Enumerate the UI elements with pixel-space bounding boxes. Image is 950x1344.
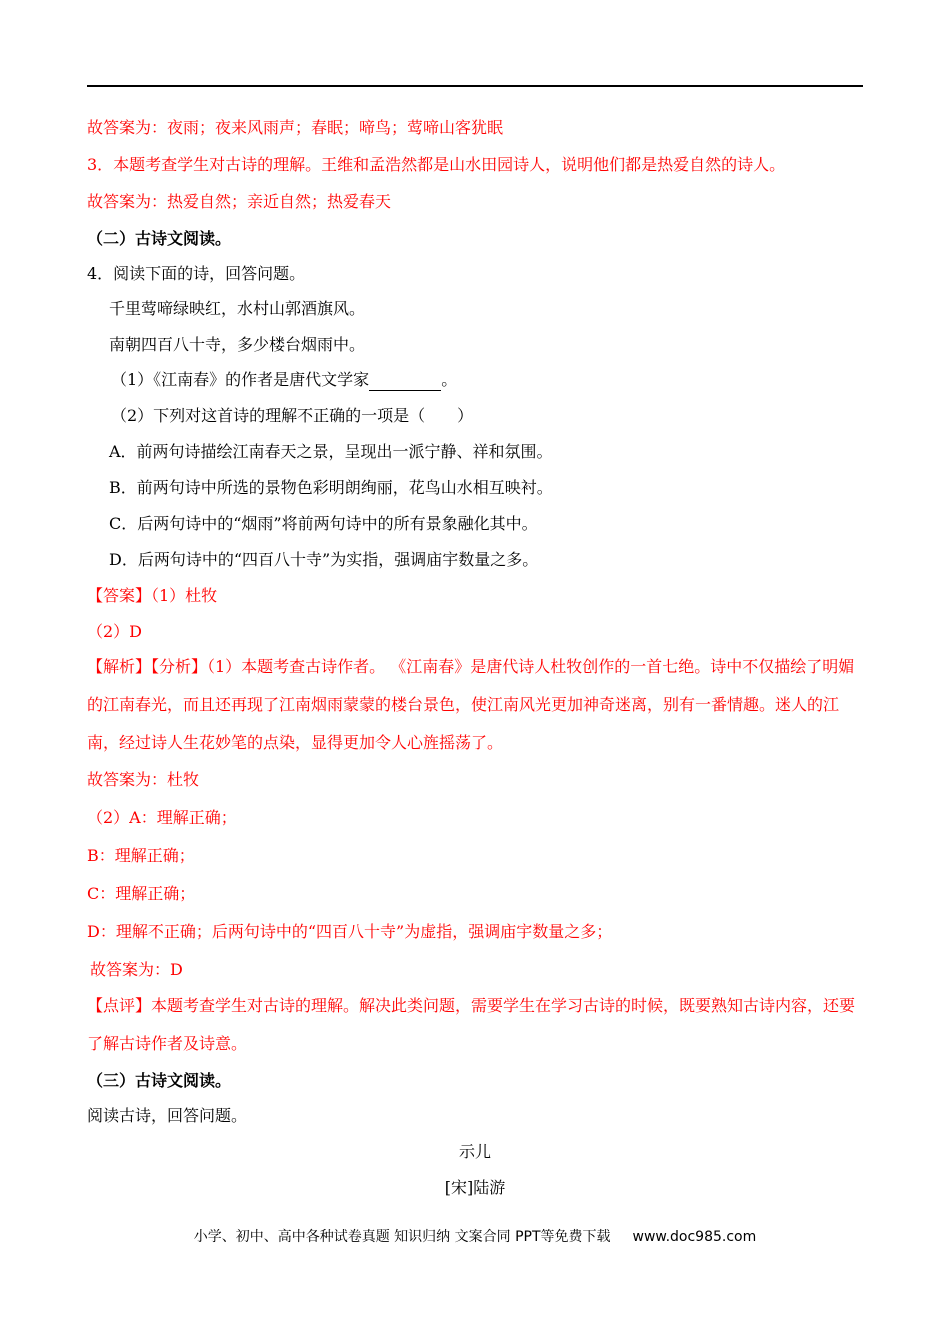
answer-author: 故答案为：杜牧 (87, 770, 200, 789)
answer-blank[interactable] (369, 374, 441, 391)
question-4: 4．阅读下面的诗，回答问题。 (87, 264, 306, 283)
answer-2: （2）D (87, 622, 143, 641)
answer-line-3: 故答案为：热爱自然；亲近自然；热爱春天 (87, 192, 392, 211)
footer-text: 小学、初中、高中各种试卷真题 知识归纳 文案合同 PPT等免费下载 (193, 1229, 611, 1245)
header-rule (87, 85, 863, 87)
section-heading-3: （三）古诗文阅读。 (87, 1071, 232, 1090)
answer-line-2: 3．本题考查学生对古诗的理解。王维和孟浩然都是山水田园诗人，说明他们都是热爱自然的诗人。 (87, 155, 786, 174)
comment-paragraph: 【点评】本题考查学生对古诗的理解。解决此类问题，需要学生在学习古诗的时候，既要熟知古诗内容，还要了解古诗作者及诗意。 (87, 996, 856, 1053)
analysis-option-a: （2）A：理解正确； (87, 808, 237, 827)
poem-title: 示儿 (458, 1142, 491, 1161)
analysis-option-c: C：理解正确； (87, 884, 196, 903)
analysis-option-b: B：理解正确； (87, 846, 195, 865)
answer-choice: 故答案为：D (90, 960, 183, 979)
answer-1: 【答案】（1）杜牧 (87, 586, 218, 605)
poem-author: [宋]陆游 (444, 1178, 506, 1197)
section-heading-2: （二）古诗文阅读。 (87, 229, 232, 248)
sub-question-1-text: （1）《江南春》的作者是唐代文学家 (111, 370, 370, 389)
sub-question-1 (111, 369, 457, 391)
analysis-option-d: D：理解不正确；后两句诗中的“四百八十寺”为虚指，强调庙宇数量之多； (87, 922, 613, 941)
sub-question-2: （2）下列对这首诗的理解不正确的一项是（ ） (111, 406, 474, 425)
footer-link[interactable]: www.doc985.com (632, 1229, 757, 1245)
option-a: A．前两句诗描绘江南春天之景，呈现出一派宁静、祥和氛围。 (109, 442, 553, 461)
option-d: D．后两句诗中的“四百八十寺”为实指，强调庙宇数量之多。 (109, 550, 539, 569)
option-b: B．前两句诗中所选的景物色彩明朗绚丽，花鸟山水相互映衬。 (109, 478, 553, 497)
reading-instruction: 阅读古诗，回答问题。 (87, 1106, 248, 1125)
poem-line-1: 千里莺啼绿映红，水村山郭酒旗风。 (109, 299, 366, 318)
poem-line-2: 南朝四百八十寺，多少楼台烟雨中。 (109, 335, 366, 354)
analysis-paragraph: 【解析】【分析】（1）本题考查古诗作者。 《江南春》是唐代诗人杜牧创作的一首七绝。诗中不仅描绘了明媚的江南春光，而且还再现了江南烟雨蒙蒙的楼台景色，使江南风光更加神奇迷离，别有一番情趣。迷人的江南，经过诗人生花妙笔的点染，显得更加令人心旌摇荡了。 (87, 657, 855, 752)
answer-line-1: 故答案为：夜雨；夜来风雨声；春眠；啼鸟；莺啼山客犹眠 (87, 118, 504, 137)
option-c: C．后两句诗中的“烟雨”将前两句诗中的所有景象融化其中。 (109, 514, 538, 533)
sub-question-1-end: 。 (441, 370, 458, 389)
page-footer (0, 1226, 950, 1246)
